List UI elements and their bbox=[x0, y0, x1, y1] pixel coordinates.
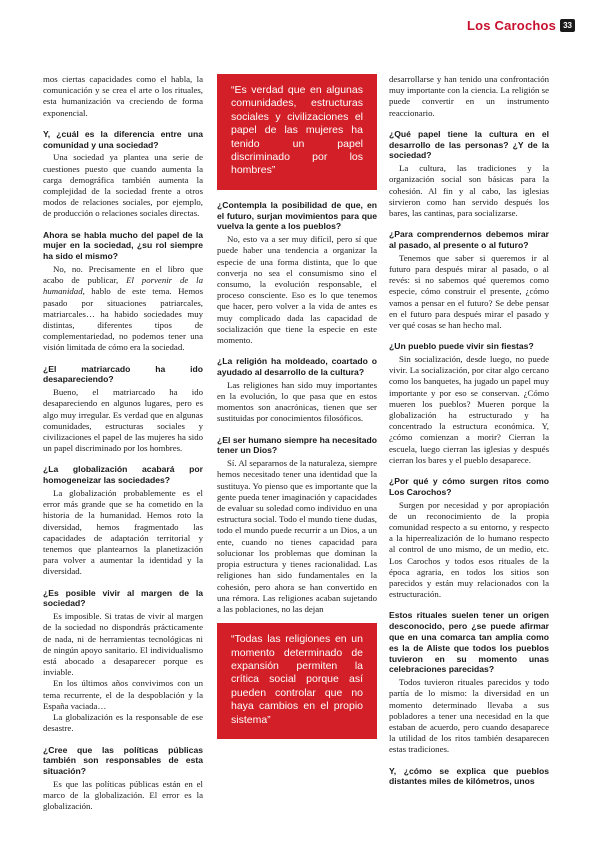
answer-text: , hablo de este tema. Hemos pasado por situaciones patriarcales, matriarcales… ha habido sociedades muy distintas, diferentes tipos de complementariedad, no podemos tener una visión limitada de cómo era la sociedad. bbox=[43, 286, 203, 353]
section-title: Los Carochos bbox=[467, 18, 557, 33]
page-header bbox=[467, 18, 575, 33]
question-heading: ¿Es posible vivir al margen de la sociedad? bbox=[43, 587, 203, 609]
paragraph: mos ciertas capacidades como el habla, la comunicación y se crea el arte o los rituales, esta humanización va creciendo de forma exponencial. bbox=[43, 74, 203, 118]
question-heading: Y, ¿cómo se explica que pueblos distantes miles de kilómetros, unos bbox=[389, 765, 549, 787]
question-heading: ¿Contempla la posibilidad de que, en el futuro, surjan movimientos para que vuelva la gente a los pueblos? bbox=[217, 199, 377, 232]
pull-quote: “Todas las religiones en un momento determinado de expansión permiten la crítica social porque así pueden controlar que no haya cambios en el propio sistema” bbox=[217, 623, 377, 739]
answer-paragraph: En los últimos años convivimos con un tema recurrente, el de la despoblación y la España vaciada… bbox=[43, 678, 203, 711]
paragraph: desarrollarse y han tenido una confrontación muy importante con la ciencia. La religión se puede convertir en un instrumento reaccionario. bbox=[389, 74, 549, 118]
answer-paragraph: La globalización es la responsable de ese desastre. bbox=[43, 712, 203, 734]
answer-paragraph: No, esto va a ser muy difícil, pero sí que puede haber una tendencia a organizar la especie de una forma distinta, que lo que converja no sea el consumismo sino el consumo, la evolución responsable, el proceso consciente. Eso es lo que tenemos que hacer, pero volver a la vida de antes es muy complicado dada las capacidad de socialización que tiene la especie en este momento. bbox=[217, 234, 377, 346]
answer-text: No, no. Precisamente en el libro que acabo de publicar, bbox=[43, 264, 203, 286]
question-heading: ¿Qué papel tiene la cultura en el desarrollo de las personas? ¿Y de la sociedad? bbox=[389, 128, 549, 161]
page-number: 33 bbox=[560, 19, 575, 32]
answer-paragraph: Es imposible. Si tratas de vivir al margen de la sociedad no dispondrás prácticamente de nada, ni de herramientas tecnológicas ni de ningún apoyo sanitario. El individualismo está abocado a desaparecer porque es inviable. bbox=[43, 611, 203, 678]
answer-paragraph: La cultura, las tradiciones y la organización social son básicas para la cohesión. Al fin y al cabo, las iglesias sirvieron como han servido después los bares, las cantinas, para socializarse. bbox=[389, 163, 549, 219]
answer-paragraph: Es que las políticas públicas están en el marco de la globalización. El error es la globalización. bbox=[43, 778, 203, 812]
question-heading: ¿Un pueblo puede vivir sin fiestas? bbox=[389, 341, 534, 352]
answer-paragraph: Surgen por necesidad y por apropiación de un reconocimiento de la propia comunidad respecto a su entorno, y respecto a la hiperrealización de lo humano respecto al control de uno mismo, de un medio, etc. Los Carochos y todos esos rituales de la época agraria, en todos los sitios son parecidos y están muy relacionados con la estructuración. bbox=[389, 499, 549, 600]
answer-paragraph: La globalización probablemente es el error más grande que se ha cometido en la historia de la humanidad. Hemos roto la diversidad, hemos fragmentado las capacidades de adaptación territorial y tenemos que plantearnos la planetización para volver a aumentar la identidad y la diversidad. bbox=[43, 488, 203, 577]
question-heading: ¿Por qué y cómo surgen ritos como Los Carochos? bbox=[389, 476, 549, 497]
answer-paragraph: Sin socialización, desde luego, no puede vivir. La socialización, por citar algo cercano como los banquetes, ha jugado un papel muy importante y por eso se conservan. ¿Cómo mueren los pueblos? Mueren porque la globalización ha estructurado y ha concentrado la estructura económica. Y, ¿cómo comienzan a morir? Cierran la escuela, luego cierran las iglesias y después cierran los bares y el pueblo desaparece. bbox=[389, 354, 549, 465]
question-heading: ¿La globalización acabará por homogeneizar las sociedades? bbox=[43, 464, 203, 486]
answer-paragraph: Tenemos que saber si queremos ir al futuro para después mirar al pasado, o al revés: si no sabemos qué queremos como especie, cómo construir el presente, ¿cómo vamos a pensar en el futuro? Se debe pensar en el futuro para después mirar el pasado y ver qué cosas se han hecho mal. bbox=[389, 252, 549, 331]
book-title: El porvenir de la humanidad bbox=[43, 275, 203, 297]
answer-paragraph: Todos tuvieron rituales parecidos y todo partía de lo mismo: la diversidad en un momento determinado llevaba a sus pobladores a tener una necesidad en la que estaban de acuerdo, pero cuando desaparece la utilidad de los ritos también desaparecen estas tradiciones. bbox=[389, 677, 549, 755]
answer-paragraph: Las religiones han sido muy importantes en la evolución, lo que pasa que en estos momentos son anacrónicas, tienen que ser sustituidas por conocimientos filosóficos. bbox=[217, 379, 377, 424]
pull-quote: “Es verdad que en algunas comunidades, estructuras sociales y civilizaciones el papel de las mujeres ha tenido un papel discriminado por los hombres” bbox=[217, 74, 377, 190]
column-left bbox=[43, 74, 203, 813]
answer-paragraph: Sí. Al separarnos de la naturaleza, siempre hemos necesitado tener una identidad que la sustituya. Yo pienso que es importante que la gente pueda tener imaginación y capacidades de evaluar su soledad como individuo en una estructura social. Todo el mundo tiene dudas, todo el mundo puede recurrir a un Dios, a un ente, cuando no tienes capacidad para solucionar los problemas que dominan la propia estructura y tienes racionalidad. Las religiones han sido fundamentales en la cohesión, pero ahora se han convertido en una rémora. Las religiones acaban sujetando a las poblaciones, no las dejan bbox=[217, 458, 377, 614]
question-heading: ¿La religión ha moldeado, coartado o ayudado al desarrollo de la cultura? bbox=[217, 356, 377, 378]
question-heading: Estos rituales suelen tener un origen desconocido, pero ¿se puede afirmar que en una comarca tan amplia como es la de Aliste que todos los pueblos tuvieron en su momento unas celebraciones parecidas? bbox=[389, 610, 549, 675]
question-heading: ¿El ser humano siempre ha necesitado tener un Dios? bbox=[217, 434, 377, 456]
question-heading: Ahora se habla mucho del papel de la mujer en la sociedad, ¿su rol siempre ha sido el mismo? bbox=[43, 229, 203, 262]
question-heading: ¿Para comprendernos debemos mirar al pasado, al presente o al futuro? bbox=[389, 229, 549, 251]
column-right bbox=[389, 74, 549, 789]
answer-paragraph: Una sociedad ya plantea una serie de cuestiones puesto que cuando aumenta la carga demográfica también aumenta la complejidad de la sociedad frente a otros modos de relaciones sociales, por ejemplo, de producción o relaciones sociales directas. bbox=[43, 152, 203, 219]
question-heading: ¿Cree que las políticas públicas también son responsables de esta situación? bbox=[43, 744, 203, 777]
answer-paragraph: Bueno, el matriarcado ha ido desapareciendo en algunos lugares, pero es algo muy irregular. Es verdad que en algunas comunidades, estructuras sociales y civilizaciones el papel de las mujeres ha sido un papel discriminado por los hombres. bbox=[43, 387, 203, 454]
question-heading: Y, ¿cuál es la diferencia entre una comunidad y una sociedad? bbox=[43, 128, 203, 150]
column-middle bbox=[217, 74, 377, 739]
question-heading: ¿El matriarcado ha ido desapareciendo? bbox=[43, 363, 203, 385]
answer-paragraph bbox=[43, 264, 203, 354]
